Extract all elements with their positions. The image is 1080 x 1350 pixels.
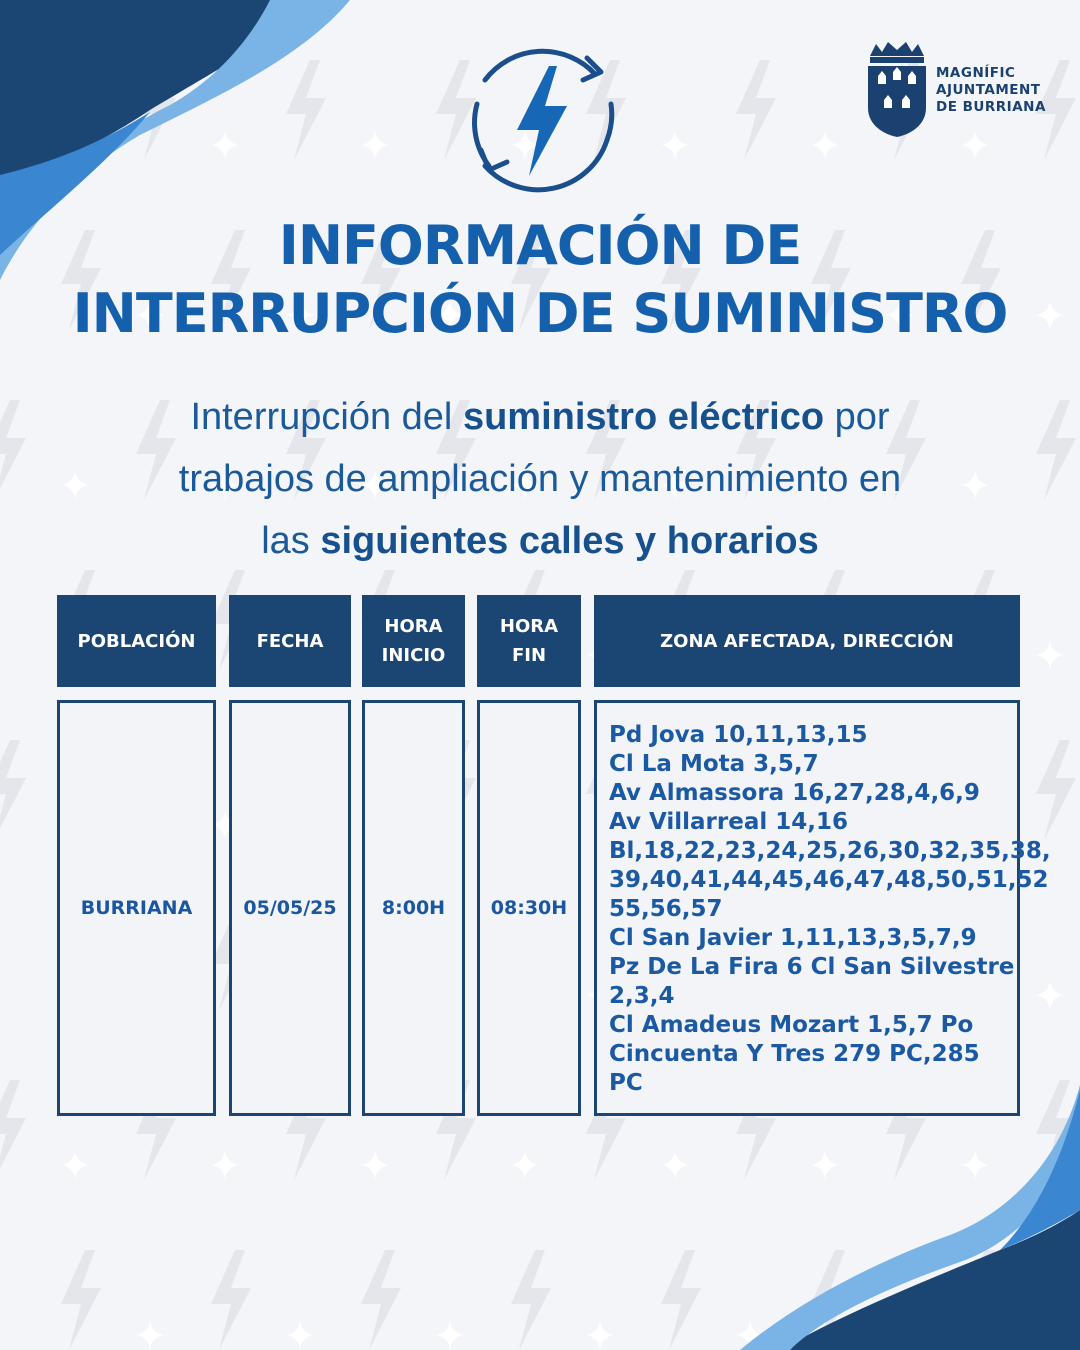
subtitle-text: las bbox=[261, 520, 321, 562]
lightning-bolt-icon bbox=[511, 1250, 551, 1350]
title-line-1: INFORMACIÓN DE bbox=[278, 214, 802, 277]
subtitle-emphasis: suministro eléctrico bbox=[462, 396, 825, 438]
lightning-bolt-icon bbox=[661, 1250, 701, 1350]
logo-line-3: DE BURRIANA bbox=[936, 98, 1046, 115]
sparkle-icon bbox=[211, 131, 239, 159]
cell-value: 05/05/25 bbox=[243, 897, 337, 919]
zone-line: Pz De La Fira 6 Cl San Silvestre bbox=[609, 954, 1015, 980]
lightning-bolt-icon bbox=[286, 60, 326, 160]
zone-line: 39,40,41,44,45,46,47,48,50,51,52 bbox=[609, 867, 1049, 893]
sparkle-icon bbox=[1036, 641, 1064, 669]
zone-line: Cl Amadeus Mozart 1,5,7 Po bbox=[609, 1012, 974, 1038]
title-line-2: INTERRUPCIÓN DE SUMINISTRO bbox=[72, 282, 1008, 345]
power-cycle-icon bbox=[455, 40, 625, 200]
cell-hora-fin bbox=[477, 700, 581, 1116]
lightning-bolt-icon bbox=[211, 1250, 251, 1350]
ajuntament-logo bbox=[866, 40, 1056, 140]
sparkle-icon bbox=[361, 1151, 389, 1179]
sparkle-icon bbox=[661, 131, 689, 159]
zone-line: 2,3,4 bbox=[609, 983, 675, 1009]
page-title bbox=[0, 212, 1080, 348]
lightning-bolt-icon bbox=[0, 400, 26, 500]
sparkle-icon bbox=[361, 131, 389, 159]
header-label: HORA FIN bbox=[499, 616, 559, 666]
header-zona-afectada bbox=[594, 595, 1020, 687]
subtitle-text: Interrupción del bbox=[190, 396, 463, 438]
lightning-bolt-icon bbox=[361, 1250, 401, 1350]
sparkle-icon bbox=[586, 1321, 614, 1349]
lightning-bolt-icon bbox=[0, 740, 26, 840]
header-poblacion bbox=[57, 595, 216, 687]
zone-line: Av Villarreal 14,16 bbox=[609, 809, 848, 835]
header-hora-fin bbox=[477, 595, 581, 687]
lightning-bolt-icon bbox=[61, 1250, 101, 1350]
zone-line: PC bbox=[609, 1070, 643, 1096]
subtitle-emphasis: siguientes calles y horarios bbox=[320, 520, 819, 562]
cell-value: BURRIANA bbox=[80, 897, 193, 919]
lightning-bolt-icon bbox=[0, 1080, 26, 1180]
lightning-bolt-icon bbox=[1036, 400, 1076, 500]
cell-zona-afectada bbox=[594, 700, 1051, 1116]
subtitle-text: por bbox=[824, 396, 890, 438]
zone-line: Bl,18,22,23,24,25,26,30,32,35,38, bbox=[609, 838, 1051, 864]
sparkle-icon bbox=[211, 1151, 239, 1179]
sparkle-icon bbox=[136, 1321, 164, 1349]
zone-line: 55,56,57 bbox=[609, 896, 723, 922]
sparkle-icon bbox=[811, 131, 839, 159]
zone-line: Pd Jova 10,11,13,15 bbox=[609, 722, 868, 748]
header-label: FECHA bbox=[256, 630, 324, 652]
header-hora-inicio bbox=[362, 595, 465, 687]
subtitle bbox=[60, 386, 1020, 572]
sparkle-icon bbox=[961, 1151, 989, 1179]
header-fecha bbox=[229, 595, 351, 687]
header-label: HORA INICIO bbox=[381, 616, 446, 666]
cell-value: 8:00H bbox=[381, 897, 446, 919]
sparkle-icon bbox=[436, 1321, 464, 1349]
zone-line: Cl La Mota 3,5,7 bbox=[609, 751, 819, 777]
zone-line: Cl San Javier 1,11,13,3,5,7,9 bbox=[609, 925, 977, 951]
cell-fecha bbox=[229, 700, 351, 1116]
cell-poblacion bbox=[57, 700, 216, 1116]
sparkle-icon bbox=[61, 1151, 89, 1179]
sparkle-icon bbox=[286, 1321, 314, 1349]
subtitle-line-1 bbox=[60, 386, 1020, 448]
cell-value: 08:30H bbox=[490, 897, 568, 919]
lightning-bolt-icon bbox=[736, 60, 776, 160]
zone-line: Av Almassora 16,27,28,4,6,9 bbox=[609, 780, 980, 806]
sparkle-icon bbox=[511, 1151, 539, 1179]
sparkle-icon bbox=[811, 1151, 839, 1179]
subtitle-line-2: trabajos de ampliación y mantenimiento en bbox=[178, 458, 902, 500]
sparkle-icon bbox=[661, 1151, 689, 1179]
header-label: ZONA AFECTADA, DIRECCIÓN bbox=[660, 630, 954, 652]
subtitle-line-3 bbox=[60, 510, 1020, 572]
logo-line-2: AJUNTAMENT bbox=[936, 81, 1041, 98]
header-label: POBLACIÓN bbox=[77, 630, 196, 652]
logo-line-1: MAGNÍFIC bbox=[936, 64, 1016, 81]
coat-of-arms-icon bbox=[866, 42, 928, 138]
cell-hora-inicio bbox=[362, 700, 465, 1116]
zone-line: Cincuenta Y Tres 279 PC,285 bbox=[609, 1041, 980, 1067]
